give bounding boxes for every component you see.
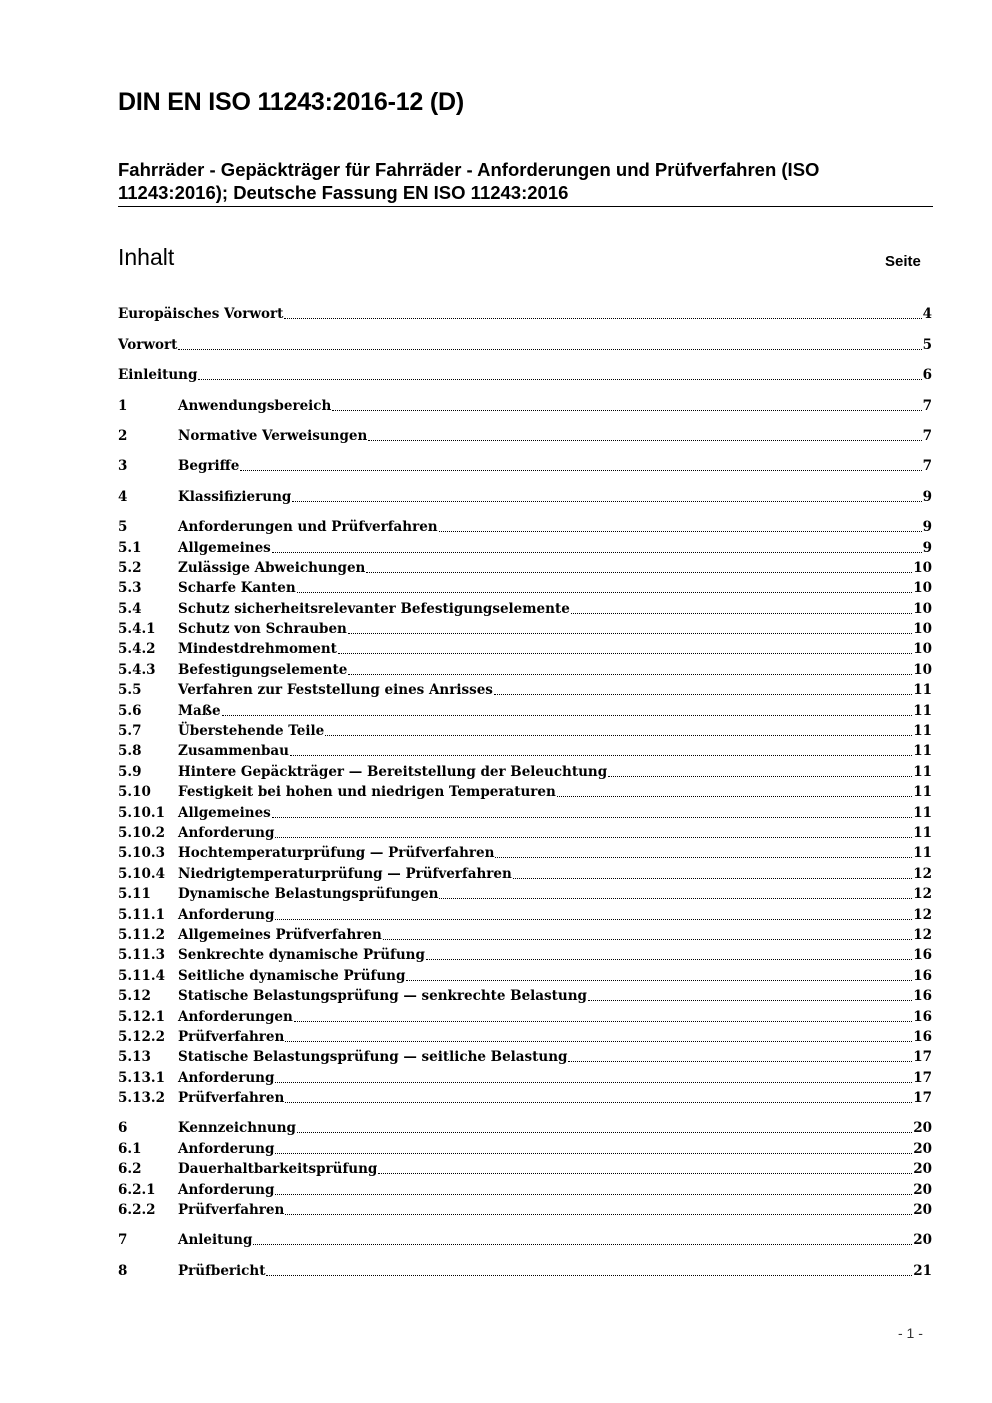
toc-entry-title: Dynamische Belastungsprüfungen (178, 886, 439, 903)
toc-entry[interactable] (118, 1177, 932, 1197)
toc-entry-page: 16 (913, 947, 932, 964)
toc-dot-leader (348, 633, 912, 634)
toc-dot-leader (366, 572, 912, 573)
toc-entry-title: Anforderung (178, 1069, 275, 1086)
toc-dot-leader (588, 1000, 912, 1001)
toc-entry-number: 5.12.1 (118, 1008, 165, 1025)
toc-entry[interactable] (118, 515, 932, 535)
toc-dot-leader (275, 1153, 912, 1154)
toc-entry-number: 3 (118, 458, 128, 475)
toc-entry[interactable] (118, 617, 932, 637)
toc-dot-leader (494, 694, 912, 695)
toc-entry-page: 10 (913, 559, 932, 576)
toc-entry[interactable] (118, 963, 932, 983)
toc-entry-number: 5.8 (118, 743, 142, 760)
toc-entry-page: 10 (913, 600, 932, 617)
toc-entry-title: Scharfe Kanten (178, 580, 296, 597)
toc-entry-title: Statische Belastungsprüfung — seitliche Belastung (178, 1049, 568, 1066)
toc-entry-page: 6 (922, 367, 932, 384)
toc-entry-title: Befestigungselemente (178, 661, 348, 678)
toc-entry-number: 5.6 (118, 702, 142, 719)
toc-entry-page: 20 (913, 1181, 932, 1198)
toc-entry[interactable] (118, 302, 932, 322)
toc-entry[interactable] (118, 821, 932, 841)
toc-entry-page: 4 (922, 306, 932, 323)
toc-entry[interactable] (118, 984, 932, 1004)
toc-entry[interactable] (118, 719, 932, 739)
toc-entry-title: Prüfverfahren (178, 1202, 285, 1219)
toc-entry-title: Senkrechte dynamische Prüfung (178, 947, 425, 964)
toc-entry-number: 5.10.1 (118, 804, 165, 821)
toc-dot-leader (275, 919, 912, 920)
header-divider (118, 206, 933, 207)
toc-entry-page: 12 (913, 926, 932, 943)
toc-entry-number: 5.9 (118, 763, 142, 780)
toc-entry-title: Überstehende Teile (178, 723, 325, 740)
toc-entry-number: 4 (118, 488, 128, 505)
toc-entry-title: Zusammenbau (178, 743, 289, 760)
toc-entry[interactable] (118, 596, 932, 616)
toc-entry-number: 8 (118, 1262, 128, 1279)
subtitle-line-2: 11243:2016); Deutsche Fassung EN ISO 11243:2016 (118, 182, 569, 203)
toc-dot-leader (198, 379, 921, 380)
toc-dot-leader (568, 1061, 912, 1062)
toc-entry-page: 20 (913, 1161, 932, 1178)
toc-entry-number: 6.2 (118, 1161, 142, 1178)
toc-entry[interactable] (118, 424, 932, 444)
toc-entry-number: 1 (118, 397, 128, 414)
toc-dot-leader (178, 349, 921, 350)
toc-entry[interactable] (118, 484, 932, 504)
toc-entry-number: 5.4 (118, 600, 142, 617)
toc-dot-leader (426, 959, 912, 960)
toc-entry-number: 5.10 (118, 784, 151, 801)
toc-entry[interactable] (118, 1157, 932, 1177)
toc-entry[interactable] (118, 800, 932, 820)
toc-entry-number: 6.1 (118, 1140, 142, 1157)
toc-dot-leader (348, 674, 912, 675)
toc-heading: Inhalt (118, 244, 175, 270)
toc-entry-page: 16 (913, 988, 932, 1005)
toc-entry-title: Begriffe (178, 458, 240, 475)
toc-entry-number: 5.2 (118, 559, 142, 576)
toc-entry-number: 5.10.3 (118, 845, 165, 862)
toc-entry[interactable] (118, 454, 932, 474)
toc-entry-title: Schutz von Schrauben (178, 621, 347, 638)
toc-entry-number: 6.2.2 (118, 1202, 156, 1219)
toc-dot-leader (285, 1041, 912, 1042)
toc-dot-leader (292, 501, 921, 502)
toc-dot-leader (368, 440, 921, 441)
toc-entry-title: Allgemeines (178, 539, 271, 556)
toc-entry-number: 5.7 (118, 723, 142, 740)
toc-entry-page: 20 (913, 1202, 932, 1219)
toc-entry-page: 16 (913, 1008, 932, 1025)
toc-dot-leader (571, 613, 912, 614)
toc-entry-page: 16 (913, 1028, 932, 1045)
toc-dot-leader (275, 1194, 912, 1195)
toc-entry[interactable] (118, 1136, 932, 1156)
toc-entry-title: Seitliche dynamische Prüfung (178, 967, 406, 984)
toc-entry-number: 5.13.2 (118, 1090, 165, 1107)
toc-entry[interactable] (118, 332, 932, 352)
toc-entry[interactable] (118, 678, 932, 698)
toc-entry[interactable] (118, 1116, 932, 1136)
toc-entry-page: 20 (913, 1232, 932, 1249)
toc-entry[interactable] (118, 943, 932, 963)
toc-entry[interactable] (118, 535, 932, 555)
toc-entry-title: Mindestdrehmoment (178, 641, 337, 658)
toc-entry-page: 17 (913, 1090, 932, 1107)
toc-entry-title: Hochtemperaturprüfung — Prüfverfahren (178, 845, 495, 862)
toc-dot-leader (439, 898, 912, 899)
toc-entry-number: 5.11.2 (118, 926, 165, 943)
toc-dot-leader (272, 817, 912, 818)
toc-dot-leader (275, 837, 912, 838)
toc-dot-leader (383, 939, 912, 940)
toc-entry-title: Klassifizierung (178, 488, 292, 505)
toc-entry-page: 17 (913, 1069, 932, 1086)
toc-dot-leader (275, 1082, 912, 1083)
subtitle-line-1: Fahrräder - Gepäckträger für Fahrräder - Anforderungen und Prüfverfahren (ISO (118, 159, 820, 180)
toc-entry[interactable] (118, 363, 932, 383)
toc-dot-leader (608, 776, 912, 777)
toc-entry[interactable] (118, 1065, 932, 1085)
toc-entry-title: Anforderung (178, 824, 275, 841)
toc-dot-leader (285, 1214, 912, 1215)
document-subtitle (118, 158, 933, 204)
toc-entry[interactable] (118, 393, 932, 413)
toc-dot-leader (332, 410, 921, 411)
toc-entry-title: Anforderungen (178, 1008, 293, 1025)
toc-entry-title: Prüfverfahren (178, 1028, 285, 1045)
toc-entry[interactable] (118, 698, 932, 718)
toc-dot-leader (406, 980, 912, 981)
toc-entry-title: Anforderung (178, 1140, 275, 1157)
toc-entry-title: Niedrigtemperaturprüfung — Prüfverfahren (178, 865, 512, 882)
toc-entry-page: 20 (913, 1120, 932, 1137)
toc-entry-number: 5.4.1 (118, 621, 156, 638)
toc-entry-title: Schutz sicherheitsrelevanter Befestigungselemente (178, 600, 570, 617)
toc-entry-number: 6 (118, 1120, 128, 1137)
toc-entry-page: 10 (913, 661, 932, 678)
toc-dot-leader (222, 715, 913, 716)
toc-entry-page: 10 (913, 621, 932, 638)
toc-entry-title: Anforderung (178, 906, 275, 923)
toc-entry-page: 11 (913, 804, 932, 821)
toc-dot-leader (240, 470, 921, 471)
toc-entry[interactable] (118, 759, 932, 779)
toc-entry-number: 6.2.1 (118, 1181, 156, 1198)
toc-entry-number: 5.5 (118, 682, 142, 699)
toc-entry-page: 11 (913, 723, 932, 740)
toc-entry-title: Normative Verweisungen (178, 427, 368, 444)
toc-entry[interactable] (118, 1258, 932, 1278)
toc-dot-leader (495, 857, 912, 858)
toc-entry-number: 5.11.4 (118, 967, 165, 984)
toc-dot-leader (272, 552, 922, 553)
toc-entry-title: Kennzeichnung (178, 1120, 296, 1137)
toc-entry-title: Statische Belastungsprüfung — senkrechte Belastung (178, 988, 587, 1005)
toc-entry-title: Festigkeit bei hohen und niedrigen Temperaturen (178, 784, 556, 801)
toc-entry-number: 2 (118, 427, 128, 444)
toc-dot-leader (297, 1132, 912, 1133)
toc-entry-title: Prüfbericht (178, 1262, 266, 1279)
toc-entry-number: 5 (118, 519, 128, 536)
toc-entry[interactable] (118, 739, 932, 759)
toc-entry[interactable] (118, 1025, 932, 1045)
toc-dot-leader (253, 1244, 912, 1245)
toc-dot-leader (285, 1102, 912, 1103)
toc-entry-title: Allgemeines (178, 804, 271, 821)
toc-entry-title: Maße (178, 702, 221, 719)
toc-dot-leader (266, 1275, 912, 1276)
toc-dot-leader (338, 653, 912, 654)
toc-entry[interactable] (118, 1228, 932, 1248)
table-of-contents (118, 302, 932, 1279)
toc-dot-leader (439, 531, 922, 532)
toc-entry-page: 11 (913, 845, 932, 862)
toc-entry[interactable] (118, 657, 932, 677)
toc-entry-title: Vorwort (118, 336, 178, 353)
toc-entry-page: 11 (913, 743, 932, 760)
toc-entry-page: 12 (913, 906, 932, 923)
toc-entry-number: 5.11.1 (118, 906, 165, 923)
toc-entry-title: Anwendungsbereich (178, 397, 332, 414)
toc-entry-title: Prüfverfahren (178, 1090, 285, 1107)
toc-entry-number: 5.13.1 (118, 1069, 165, 1086)
toc-entry-page: 7 (922, 427, 932, 444)
toc-entry-number: 5.10.2 (118, 824, 165, 841)
toc-entry-title: Hintere Gepäckträger — Bereitstellung der Beleuchtung (178, 763, 608, 780)
toc-entry-title: Europäisches Vorwort (118, 306, 284, 323)
toc-entry-number: 7 (118, 1232, 128, 1249)
toc-entry-title: Zulässige Abweichungen (178, 559, 366, 576)
toc-entry[interactable] (118, 576, 932, 596)
toc-dot-leader (325, 735, 912, 736)
toc-entry[interactable] (118, 780, 932, 800)
toc-dot-leader (378, 1173, 912, 1174)
toc-entry-number: 5.13 (118, 1049, 151, 1066)
toc-entry[interactable] (118, 841, 932, 861)
toc-entry-title: Einleitung (118, 367, 198, 384)
toc-entry-page: 10 (913, 641, 932, 658)
toc-entry-page: 20 (913, 1140, 932, 1157)
toc-entry-number: 5.1 (118, 539, 142, 556)
toc-entry[interactable] (118, 923, 932, 943)
page-number-footer: - 1 - (898, 1325, 923, 1341)
toc-entry-page: 11 (913, 702, 932, 719)
toc-dot-leader (284, 318, 921, 319)
toc-entry-number: 5.4.3 (118, 661, 156, 678)
toc-entry-number: 5.3 (118, 580, 142, 597)
toc-dot-leader (294, 1021, 912, 1022)
toc-entry-title: Anforderungen und Prüfverfahren (178, 519, 438, 536)
toc-entry-number: 5.12 (118, 988, 151, 1005)
page-column-label: Seite (885, 253, 921, 270)
toc-entry-page: 7 (922, 458, 932, 475)
toc-entry-page: 11 (913, 682, 932, 699)
toc-entry-page: 16 (913, 967, 932, 984)
toc-entry[interactable] (118, 882, 932, 902)
toc-entry[interactable] (118, 1198, 932, 1218)
toc-entry-page: 9 (922, 488, 932, 505)
toc-entry[interactable] (118, 861, 932, 881)
toc-entry-page: 12 (913, 865, 932, 882)
toc-entry[interactable] (118, 556, 932, 576)
toc-entry-page: 11 (913, 784, 932, 801)
document-title: DIN EN ISO 11243:2016-12 (D) (118, 88, 464, 116)
toc-entry-title: Anleitung (178, 1232, 253, 1249)
toc-entry[interactable] (118, 1004, 932, 1024)
toc-entry-number: 5.4.2 (118, 641, 156, 658)
toc-entry-title: Anforderung (178, 1181, 275, 1198)
toc-entry[interactable] (118, 1086, 932, 1106)
toc-entry-page: 21 (913, 1262, 932, 1279)
toc-entry-number: 5.11 (118, 886, 151, 903)
toc-entry[interactable] (118, 637, 932, 657)
toc-entry-page: 9 (922, 539, 932, 556)
toc-dot-leader (297, 592, 913, 593)
toc-entry-page: 11 (913, 763, 932, 780)
toc-entry-title: Allgemeines Prüfverfahren (178, 926, 382, 943)
toc-entry-page: 10 (913, 580, 932, 597)
toc-entry-page: 9 (922, 519, 932, 536)
toc-dot-leader (290, 755, 912, 756)
toc-dot-leader (557, 796, 912, 797)
toc-entry-page: 5 (922, 336, 932, 353)
toc-entry-page: 11 (913, 824, 932, 841)
toc-dot-leader (513, 878, 912, 879)
toc-entry-number: 5.12.2 (118, 1028, 165, 1045)
toc-entry-page: 17 (913, 1049, 932, 1066)
toc-entry-page: 12 (913, 886, 932, 903)
toc-entry-number: 5.10.4 (118, 865, 165, 882)
toc-entry-page: 7 (922, 397, 932, 414)
toc-entry[interactable] (118, 902, 932, 922)
toc-entry-title: Verfahren zur Feststellung eines Anrisses (178, 682, 493, 699)
toc-entry[interactable] (118, 1045, 932, 1065)
toc-entry-number: 5.11.3 (118, 947, 165, 964)
toc-entry-title: Dauerhaltbarkeitsprüfung (178, 1161, 378, 1178)
